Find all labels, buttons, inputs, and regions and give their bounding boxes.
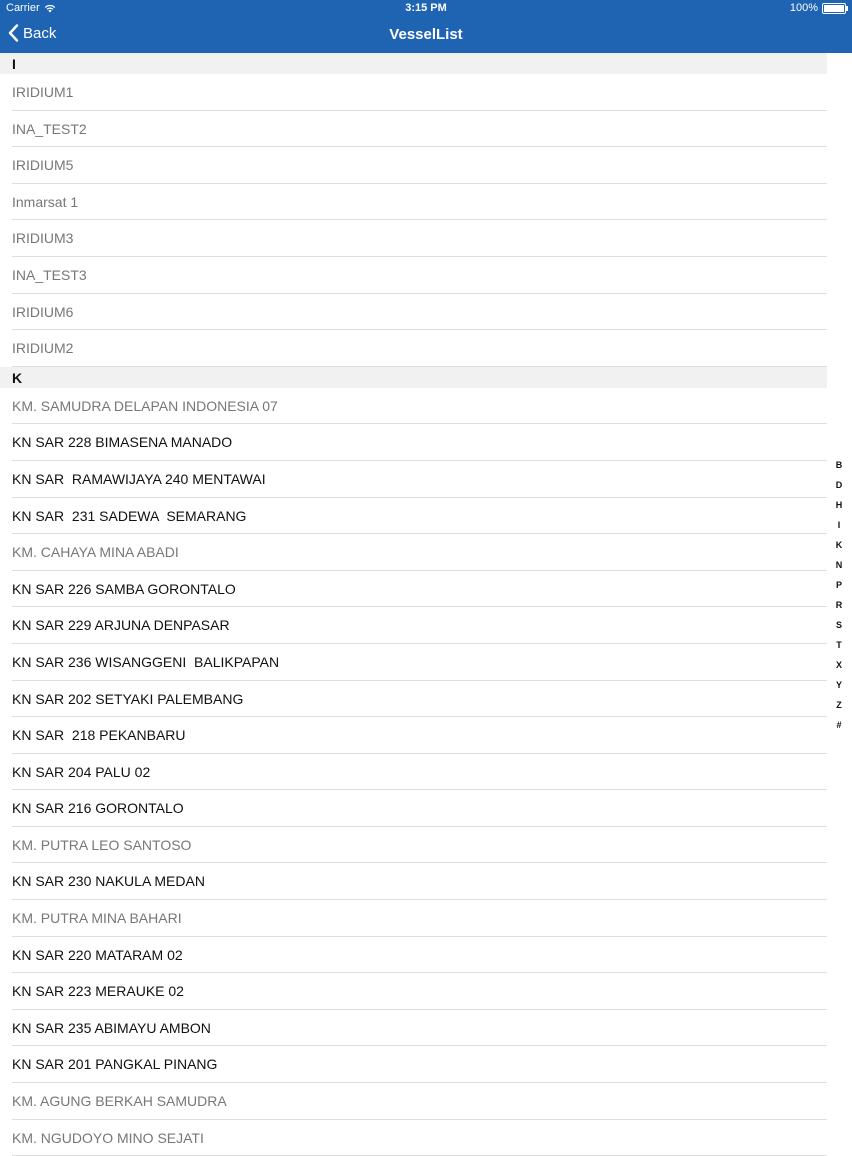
vessel-list-item[interactable]: KN SAR 229 ARJUNA DENPASAR	[0, 607, 827, 644]
vessel-list-item[interactable]: IRIDIUM3	[0, 220, 827, 257]
battery-percent: 100%	[789, 2, 818, 14]
status-bar	[0, 0, 852, 16]
section-header: I	[0, 53, 827, 74]
section-index-letter[interactable]: H	[835, 500, 843, 510]
section-index-letter[interactable]: X	[835, 660, 842, 670]
carrier-label: Carrier	[6, 2, 40, 14]
vessel-list-item[interactable]: KM. NGUDOYO MINO SEJATI	[0, 1120, 827, 1156]
vessel-list-item[interactable]: KN SAR 204 PALU 02	[0, 754, 827, 791]
vessel-list-item[interactable]: KN SAR 218 PEKANBARU	[0, 717, 827, 754]
vessel-list[interactable]	[0, 53, 827, 1156]
vessel-list-item[interactable]: KN SAR 228 BIMASENA MANADO	[0, 424, 827, 461]
battery-icon	[822, 3, 846, 14]
section-index-letter[interactable]: D	[835, 480, 843, 490]
vessel-list-item[interactable]: IRIDIUM5	[0, 147, 827, 184]
section-index-letter[interactable]: T	[836, 640, 842, 650]
section-index-letter[interactable]: #	[836, 720, 842, 730]
vessel-list-item[interactable]: IRIDIUM2	[0, 330, 827, 367]
section-index-letter[interactable]: Z	[836, 700, 842, 710]
vessel-list-item[interactable]: KN SAR 230 NAKULA MEDAN	[0, 863, 827, 900]
vessel-list-item[interactable]: INA_TEST3	[0, 257, 827, 294]
vessel-list-item[interactable]: INA_TEST2	[0, 111, 827, 148]
back-label: Back	[23, 24, 57, 42]
section-index-letter[interactable]: N	[835, 560, 843, 570]
vessel-list-item[interactable]: KN SAR 231 SADEWA SEMARANG	[0, 498, 827, 535]
vessel-list-item[interactable]: KM. CAHAYA MINA ABADI	[0, 534, 827, 571]
page-title: VesselList	[389, 26, 463, 43]
section-index[interactable]	[832, 457, 846, 737]
vessel-list-item[interactable]: KM. PUTRA MINA BAHARI	[0, 900, 827, 937]
section-index-letter[interactable]: R	[835, 600, 843, 610]
section-index-letter[interactable]: S	[835, 620, 842, 630]
vessel-list-item[interactable]: KN SAR 236 WISANGGENI BALIKPAPAN	[0, 644, 827, 681]
section-index-letter[interactable]: Y	[835, 680, 842, 690]
vessel-list-item[interactable]: IRIDIUM1	[0, 74, 827, 111]
vessel-list-item[interactable]: KN SAR 220 MATARAM 02	[0, 937, 827, 974]
section-index-letter[interactable]: B	[835, 460, 843, 470]
vessel-list-item[interactable]: KM. AGUNG BERKAH SAMUDRA	[0, 1083, 827, 1120]
vessel-list-item[interactable]: KN SAR 235 ABIMAYU AMBON	[0, 1010, 827, 1047]
vessel-list-item[interactable]: KN SAR 223 MERAUKE 02	[0, 973, 827, 1010]
vessel-list-item[interactable]: KN SAR 216 GORONTALO	[0, 790, 827, 827]
section-index-letter[interactable]: I	[837, 520, 841, 530]
vessel-list-item[interactable]: KN SAR 201 PANGKAL PINANG	[0, 1046, 827, 1083]
vessel-list-item[interactable]: KN SAR 202 SETYAKI PALEMBANG	[0, 681, 827, 718]
vessel-list-item[interactable]: KN SAR 226 SAMBA GORONTALO	[0, 571, 827, 608]
vessel-list-item[interactable]: Inmarsat 1	[0, 184, 827, 221]
vessel-list-item[interactable]: KM. SAMUDRA DELAPAN INDONESIA 07	[0, 388, 827, 425]
top-bar	[0, 0, 852, 53]
navigation-bar	[0, 16, 852, 53]
status-time: 3:15 PM	[405, 2, 447, 14]
section-index-letter[interactable]: K	[835, 540, 843, 550]
battery-indicator	[790, 2, 846, 14]
vessel-list-item[interactable]: KM. PUTRA LEO SANTOSO	[0, 827, 827, 864]
section-index-letter[interactable]: P	[835, 580, 842, 590]
section-header: K	[0, 367, 827, 388]
vessel-list-item[interactable]: IRIDIUM6	[0, 294, 827, 331]
vessel-list-item[interactable]: KN SAR RAMAWIJAYA 240 MENTAWAI	[0, 461, 827, 498]
